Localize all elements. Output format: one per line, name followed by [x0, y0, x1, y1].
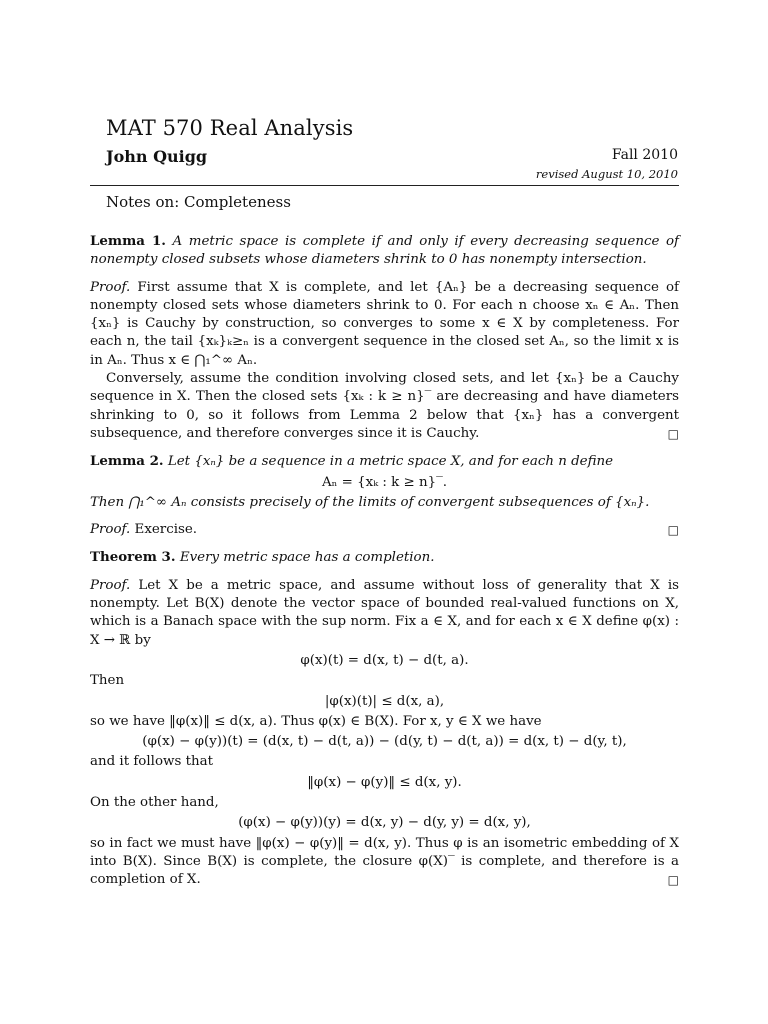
- notes-topic: Notes on: Completeness: [106, 193, 291, 211]
- lemma-2: [90, 452, 679, 471]
- theorem-3: [90, 548, 679, 567]
- lemma-1: [90, 232, 679, 270]
- theorem-3-proof-text-1: Let X be a metric space, and assume without loss of generality that X is nonempty. Let B(X) denote the vector space of bounded real-valued functions on X, which is a Banach space with the sup norm. Fix a ∈ X, and for each x ∈ X define φ(x) : X → ℝ by: [90, 577, 679, 648]
- lemma-2-proof: [90, 521, 679, 539]
- revision-date: revised August 10, 2010: [535, 167, 678, 181]
- equation-4: ‖φ(x) − φ(y)‖ ≤ d(x, y).: [307, 774, 462, 790]
- lemma-1-proof-p1: [90, 279, 679, 370]
- lemma-2-statement: Let {xₙ} be a sequence in a metric space X, and for each n define: [167, 454, 614, 470]
- lemma-1-proof-text-1: First assume that X is complete, and let {Aₙ} be a decreasing sequence of nonempty closed sets whose diameters shrink to 0. For each n choose xₙ ∈ Aₙ. Then {xₙ} is Cauchy by construction, so converges to some x ∈ X by completeness. For each n, the tail {xₖ}ₖ≥ₙ is a convergent sequence in the closed set Aₙ, so the limit x is in Aₙ. Thus x ∈ ⋂₁^∞ Aₙ.: [90, 279, 679, 368]
- lemma-2-proof-text: Exercise.: [134, 522, 198, 538]
- header-divider: [90, 185, 679, 186]
- course-title: MAT 570 Real Analysis: [106, 116, 354, 140]
- theorem-3-proof-p1: [90, 577, 679, 650]
- theorem-3-statement: Every metric space has a completion.: [179, 550, 435, 566]
- lemma-2-statement-2: Then ⋂₁^∞ Aₙ consists precisely of the limits of convergent subsequences of {xₙ}.: [90, 494, 650, 510]
- theorem-3-proof-text-4: On the other hand,: [90, 795, 219, 811]
- theorem-3-proof-text-5: so in fact we must have ‖φ(x) − φ(y)‖ = d(x, y). Thus φ is an isometric embedding of X into B(X). Since B(X) is complete, the closure φ(X)‾ is complete, and therefore is a completion of X.: [90, 835, 679, 888]
- proof-label: Proof.: [90, 522, 131, 538]
- qed-box: □: [667, 523, 679, 538]
- proof-label: Proof.: [90, 279, 131, 295]
- lemma-1-proof-text-2: Conversely, assume the condition involving closed sets, and let {xₙ} be a Cauchy sequence in X. Then the closed sets {xₖ : k ≥ n}‾ are decreasing and have diameters shrinking to 0, so it follows from Lemma 2 below that {xₙ} has a convergent subsequence, and therefore converges since it is Cauchy.: [90, 371, 679, 441]
- term-label: Fall 2010: [611, 147, 678, 163]
- lemma-1-statement: A metric space is complete if and only if every decreasing sequence of nonempty closed subsets whose diameters shrink to 0 has nonempty intersection.: [90, 234, 679, 268]
- lemma-1-proof-p2: [90, 370, 679, 443]
- lemma-2-label: Lemma 2.: [90, 453, 164, 470]
- equation-1: φ(x)(t) = d(x, t) − d(t, a).: [300, 652, 469, 668]
- qed-box: □: [667, 873, 679, 888]
- equation-5: (φ(x) − φ(y))(y) = d(x, y) − d(y, y) = d(x, y),: [238, 815, 531, 831]
- author-name: John Quigg: [106, 147, 208, 166]
- proof-label: Proof.: [90, 577, 131, 593]
- qed-box: □: [667, 426, 679, 441]
- theorem-3-proof-p5: [90, 835, 679, 890]
- theorem-3-proof-text-2: so we have ‖φ(x)‖ ≤ d(x, a). Thus φ(x) ∈ B(X). For x, y ∈ X we have: [90, 713, 542, 729]
- lemma-2-display: Aₙ = {xₖ : k ≥ n}‾.: [321, 474, 448, 490]
- equation-3: (φ(x) − φ(y))(t) = (d(x, t) − d(t, a)) − (d(y, t) − d(t, a)) = d(x, t) − d(y, t),: [142, 734, 627, 750]
- theorem-3-label: Theorem 3.: [90, 549, 176, 566]
- document-body: [90, 232, 679, 890]
- lemma-1-label: Lemma 1.: [90, 233, 166, 249]
- theorem-3-proof-text-3: and it follows that: [90, 754, 213, 770]
- theorem-3-then: Then: [90, 673, 125, 689]
- equation-2: |φ(x)(t)| ≤ d(x, a),: [324, 693, 445, 709]
